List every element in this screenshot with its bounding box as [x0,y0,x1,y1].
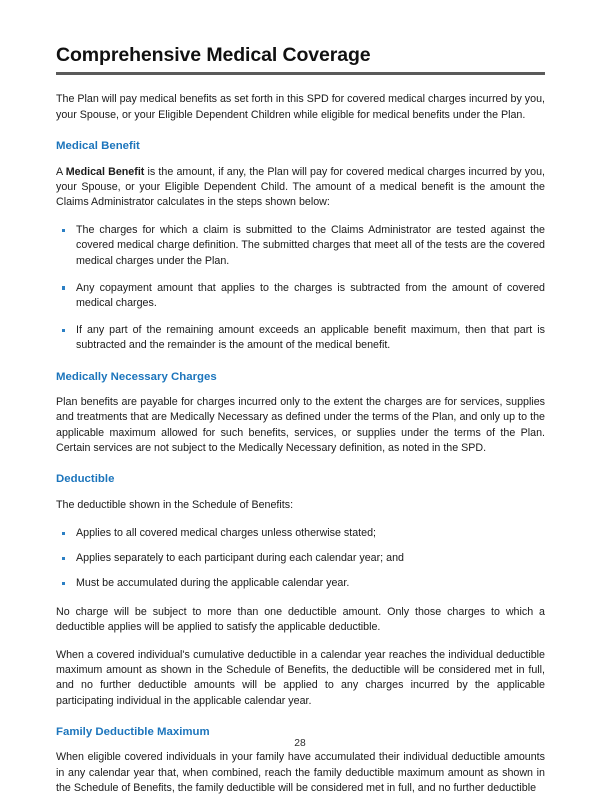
deductible-intro-paragraph: The deductible shown in the Schedule of Benefits: [56,498,294,511]
medical-benefit-intro-paragraph [56,165,545,211]
list-item-label: The charges for which a claim is submitted to the Claims Administrator are tested against the covered medical charge definition. The submitted charges that meet all of the tests are the covered medical charges under the Plan. [76,224,545,267]
list-item [56,576,545,591]
section-heading-medically-necessary-charges: Medically Necessary Charges [56,370,217,383]
section-heading-medical-benefit: Medical Benefit [56,139,140,152]
list-item-label: If any part of the remaining amount exceeds an applicable benefit maximum, then that part is subtracted and the remainder is the amount of the medical benefit. [76,324,545,352]
section-heading-family-deductible-maximum: Family Deductible Maximum [56,725,210,738]
list-item [56,526,545,541]
medical-benefit-bold-term: Medical Benefit [65,165,145,178]
section-heading-deductible: Deductible [56,473,115,486]
bullet-icon [62,286,65,289]
list-item [56,223,545,269]
list-item [56,281,545,311]
deductible-paragraph-2: When a covered individual's cumulative deductible in a calendar year reaches the individual deductible maximum amount as shown in the Schedule of Benefits, the deductible will be considered met in full, and no further deductible amounts will be applied to any charges incurred by the applicable participating individual in the applicable calendar year. [56,648,545,707]
medical-benefit-intro-prefix: A [56,165,66,178]
bullet-icon [62,329,65,332]
page-content [56,44,545,809]
page-number: 28 [294,738,306,749]
list-item-label: Applies to all covered medical charges unless otherwise stated; [76,526,377,539]
list-item-label: Applies separately to each participant during each calendar year; and [76,552,404,565]
bullet-icon [62,532,65,535]
family-deductible-maximum-paragraph: When eligible covered individuals in your family have accumulated their individual deductible amounts in any calendar year that, when combined, reach the family deductible maximum amount as shown in the Schedule of Benefits, the family deductible will be considered met in full, and no further deductible [56,751,545,794]
title-underline-rule [56,72,545,75]
list-item-label: Any copayment amount that applies to the charges is subtracted from the amount of covered medical charges. [76,281,545,309]
medical-benefit-bullet-list [56,223,545,353]
deductible-bullet-list [56,526,545,592]
medical-benefit-intro-suffix: is the amount, if any, the Plan will pay for covered medical charges incurred by you, your Spouse, or your Eligible Dependent Child. The amount of a medical benefit is the amount the Claims Administrator calculates in the steps shown below: [56,165,545,208]
bullet-icon [62,557,65,560]
intro-paragraph: The Plan will pay medical benefits as set forth in this SPD for covered medical charges incurred by you, your Spouse, or your Eligible Dependent Children while eligible for medical benefits under the Plan. [56,93,545,121]
medically-necessary-charges-paragraph: Plan benefits are payable for charges incurred only to the extent the charges are for services, supplies and treatments that are Medically Necessary as defined under the terms of the Plan, and only up to the applicable maximum allowed for such benefits, services, or supplies under the terms of the Plan. Certain services are not subject to the Medically Necessary definition, as noted in the SPD. [56,396,545,454]
bullet-icon [62,582,65,585]
spacer [56,592,545,605]
list-item [56,323,545,353]
bullet-icon [62,229,65,232]
page-title: Comprehensive Medical Coverage [56,44,371,66]
deductible-paragraph-1: No charge will be subject to more than one deductible amount. Only those charges to which a deductible applies will be applied to satisfy the applicable deductible. [56,605,545,633]
list-item [56,551,545,566]
list-item-label: Must be accumulated during the applicable calendar year. [76,577,350,590]
